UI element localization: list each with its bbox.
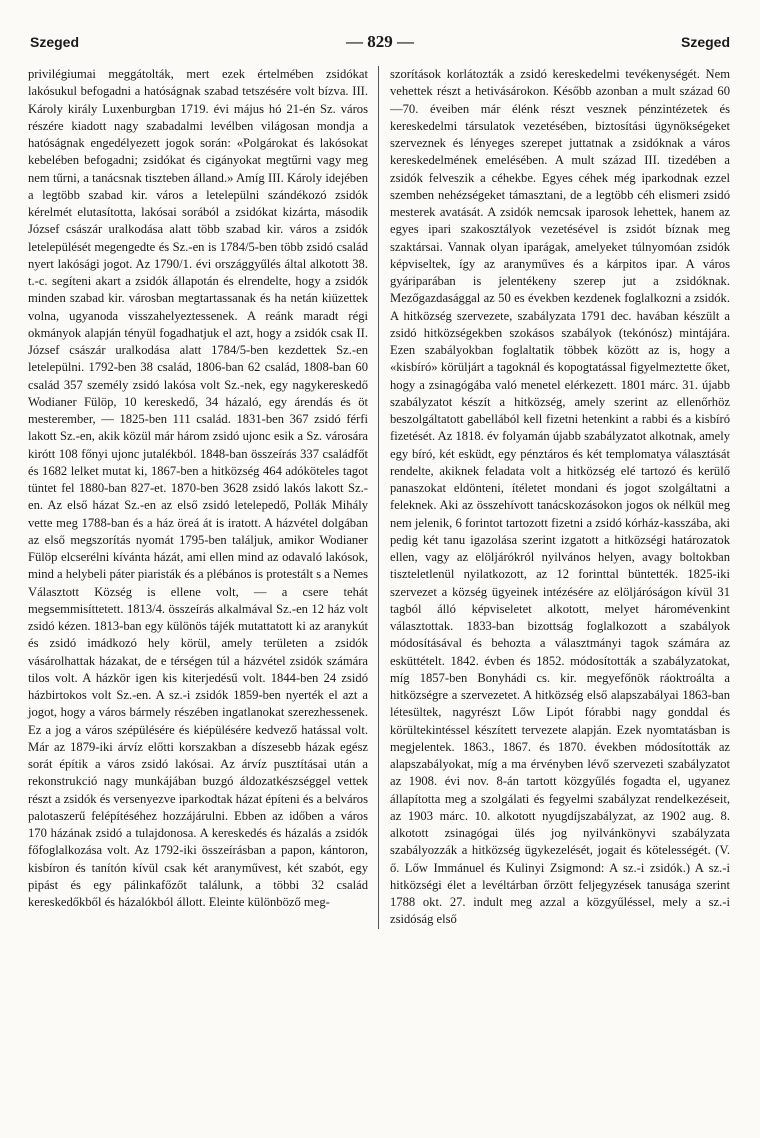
right-column-text: szorítások korlátozták a zsidó kereskedelmi tevékenységét. Nem vehettek részt a hetivásárokon. Később azonban a mult század 60—70. éveiben már élénk részt vesznek pénzintézetek és kereskedelmi társulatok vezetésében, biztosítási ügynökségeket szerveznek és lényeges szerepet juttatnak a zsidóknak a város kereskedelmének emelésében. A mult század III. tizedében a zsidók felveszik a céhekbe. Egyes céhek még iparkodnak ezzel szemben nehézségeket támasztani, de a legtöbb céh elismeri zsidó mesterek avatását. A zsidók nemcsak iparosok lehettek, hanem az egyes ipari szakosztályok vezetésével is zsidót bíznak meg szaktársai. Vannak olyan iparágak, amelyeket túlnyomóan zsidók képviseltek, így az aranyműves és a kárpitos ipar. A város gyáriparában is jelentékeny szerep jut a zsidóknak. Mezőgazdasággal az 50 es években kezdenek foglalkozni a zsidók. A hitközség szervezete, szabályzata 1791 dec. havában készült a zsidó hitközségekben szokásos szabályok (tekónósz) mintájára. Ezen szabályokban foglaltatik többek között az is, hogy a «kisbíró» körüljárt a tagoknál és kopogtatással figyelmeztette őket, hogy a zsinagógába való menetel elérkezett. 1801 márc. 31. újabb szabályzatot készít a hitközség, amely szerint az ellenőrhöz beszolgáltatott gabellából kell fizetni hetenkint a rabbi és a kisbíró fizetését. Az 1818. év folyamán újabb szabályzatot alkotnak, amely egy bíró, két esküdt, egy pénztáros és két templomatya választását rendelte, akiknek feladata volt a hitközség elé tartozó és kerülő panaszokat eldönteni, ítéletet mondani és jogot szolgáltatni a feleknek. Aki az összehívott tanácskozásokon jogos ok nélkül meg nem jelenik, 6 forintot tartozott fizetni a zsidó kórház-kasszába, aki pedig két tanu igazolása szerint izgatott a hitközségi határozatok ellen, vagy az elöljárókról nyilvános helyen, avagy boltokban tiszteletlenül nyilatkozott, az 12 forinttal büntették. 1825-iki szervezet a község ügyeinek intézésére az elöljáróságon kívül 31 tagból álló képviseletet alkotott, melyet háromévenkint választottak. 1833-ban bizottság foglalkozott a szabályok módosításával és behozta a választmányi tagok számára az esküttételt. 1842. évben és 1852. módosították a szabályzatokat, míg 1857-ben Bonyhádi cs. kir. megyefőnök ráoktroálta a hitközségre a szervezetet. A hitközség első alapszabályai 1863-ban létesültek, nagyrészt Lőw Lipót fórabbi nagy gonddal és körültekintéssel készített tervezete alapján. Ezek nyomtatásban is megjelentek. 1863., 1867. és 1870. években módosították az alapszabályokat, míg a ma érvényben lévő szervezeti szabályzatot az 1908. évi nov. 8-án tartott közgyűlés fogadta el, ugyanez állapította meg a szolgálati és fegyelmi szabályzat rendelkezéseit, az 1903 márc. 10. alkotott nyugdíjszabályzat, az 1902 aug. 8. alkotott zsinagógai ülés jog nyilvánkönyvi szabályzata szabályozzák a hitközség ügykezelését, jogait és kötelességét. (V. ő. Lőw Immánuel és Kulinyi Zsigmond: A sz.-i zsidók.) A sz.-i hitközségi élet a levéltárban őrzött feljegyzések tanusága szerint 1788 okt. 27. indult meg azzal a közgyűléssel, mely a sz.-i zsidóság első: [390, 67, 730, 927]
left-column: [28, 66, 379, 929]
right-column: [379, 66, 730, 929]
left-column-text: privilégiumai meggátolták, mert ezek értelmében zsidókat lakósukul befogadni a hatóságnak szabad tetszésére volt bízva. III. Károly király Luxenburgban 1719. évi május hó 21-én Sz. város részére kiadott nagy szabadalmi levélben világosan mondja a hatóságnak engedélyezett jogok során: «Polgárokat és lakósokat kebelében befogadni; zsidókat és cigányokat megtűrni vagy meg nem tűrni, a tanácsnak tiszteben álland.» Amíg III. Károly idejében a legtöbb szabad kir. város a letelepülni szándékozó zsidók kérelmét elutasította, lakósai sorából a zsidókat kizárta, második József császár uralkodása alatt több szabad kir. város a zsidók letelepülését megengedte és Sz.-en is 1784/5-ben több zsidó család nyert lakósági jogot. Az 1790/1. évi országgyűlés által alkotott 38. t.-c. segíteni akart a zsidók állapotán és elrendelte, hogy a zsidók minden szabad kir. városban megtartassanak és ha netán kiüzettek volna, ugyanoda visszahelyeztessenek. A reánk maradt régi okmányok alapján tényül fogadhatjuk el azt, hogy a zsidók csak II. József császár uralkodása alatt 1784/5-ben kezdettek Sz.-en letelepülni. 1792-ben 38 család, 1806-ban 62 család, 1808-ban 60 család 357 személy zsidó lakósa volt Sz.-nek, egy nagykereskedő Wodianer Fülöp, 10 kereskedő, 34 házaló, egy árendás és öt mesterember, — 1825-ben 111 család. 1831-ben 367 zsidó férfi lakott Sz.-en, akik közül már három zsidó ujonc esik a Sz. városára kirótt 108 főnyi ujonc jutalékból. 1848-ban összeírás 337 családfőt és 1682 lelket mutat ki, 1867-ben a hitközség 464 adóköteles tagot tüntet fel 1880-ban 827-et. 1870-ben 3628 zsidó lakós lakott Sz.-en. Az első házat Sz.-en az első zsidó letelepedő, Pollák Mihály vette meg 1788-ban és a ház öreá át is iratott. A házvétel dolgában az első megszorítás nyomát 1795-ben találjuk, amikor Wodianer Fülöp elcserélni kívánta házát, ami ellen mind az odavaló lakósok, mind a helybeli páter piaristák és a plébános is protestált s a Nemes Választott Község is ellene volt, — a csere tehát megsemmisíttetett. 1813/4. összeírás alkalmával Sz.-en 12 ház volt zsidó kézen. 1813-ban egy különös tájék mutattatott ki az aranykút és zsidó imádkozó hely körül, amely területen a zsidók vásárolhattak házakat, de e térségen túl a házvétel zsidók számára tilos volt. A házkör igen kis kiterjedésű volt. 1844-ben 24 zsidó házbirtokos volt Sz.-en. A sz.-i zsidók 1859-ben nyerték el azt a jogot, hogy a város bármely részében ingatlanokat szerezhessenek. Ez a jog a város szépülésére és kiépülésére kedvező hatással volt. Már az 1879-iki árvíz előtti korszakban a díszesebb házak egész sorát építik a város zsidó lakósai. Az árvíz pusztításai után a rekonstrukció nagy munkájában buzgó áldozatkészséggel vettek részt a zsidók és versenyezve iparkodtak házat építeni és a belváros palotaszerű felépítéséhez hozzájárulni. Ebben az időben a város 170 házának zsidó a tulajdonosa. A kereskedés és házalás a zsidók főfoglalkozása volt. Az 1792-iki összeírásban a papon, kántoron, kisbíron és tanítón kívül csak két aranyművest, két szabót, egy pipást és egy pálinkafőzőt találunk, a többi 32 család kereskedőkből és házalókból állott. Eleinte különböző meg-: [28, 67, 368, 909]
page-number: — 829 —: [346, 32, 414, 51]
running-header: [28, 34, 732, 58]
header-right-title: Szeged: [680, 34, 730, 50]
header-left-title: Szeged: [30, 34, 80, 50]
text-columns: [28, 66, 732, 929]
